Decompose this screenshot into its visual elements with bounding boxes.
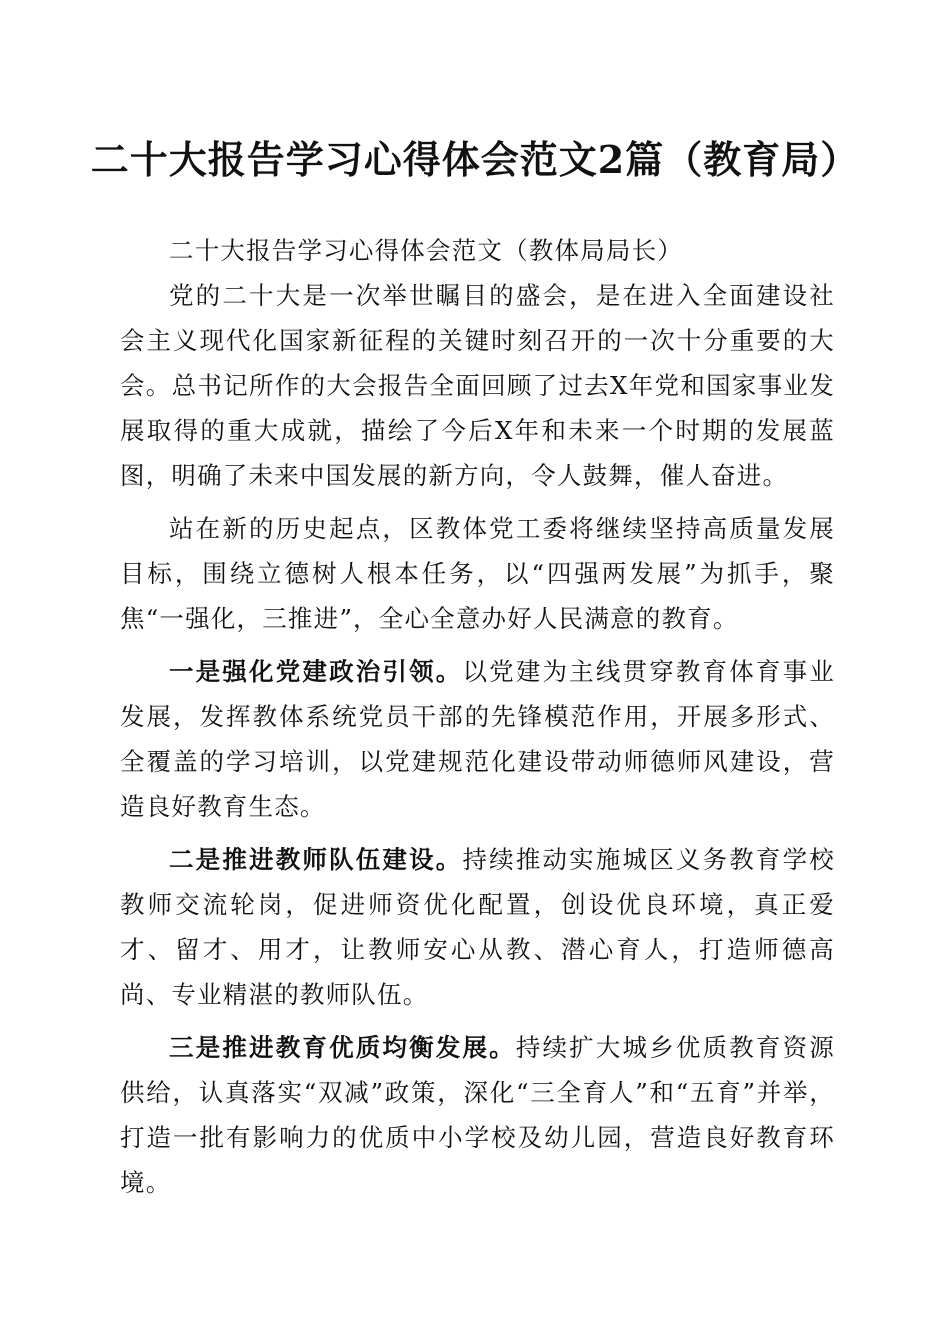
paragraph-text: 持续扩大城乡优质教育资源供给，认真落实“双减”政策，深化“三全育人”和“五育”并举，打造一批有影响力的优质中小学校及幼儿园，营造良好教育环境。 xyxy=(120,1033,835,1197)
document-body xyxy=(120,228,835,1205)
paragraph-text: 以党建为主线贯穿教育体育事业发展，发挥教体系统党员干部的先锋模范作用，开展多形式、全覆盖的学习培训，以党建规范化建设带动师德师风建设，营造良好教育生态。 xyxy=(120,657,835,821)
paragraph-goal xyxy=(120,506,835,641)
paragraph-point-3 xyxy=(120,1025,835,1205)
paragraph-point-2 xyxy=(120,837,835,1017)
paragraph-text: 党的二十大是一次举世瞩目的盛会，是在进入全面建设社会主义现代化国家新征程的关键时刻召开的一次十分重要的大会。总书记所作的大会报告全面回顾了过去X年党和国家事业发展取得的重大成就，描绘了今后X年和未来一个时期的发展蓝图，明确了未来中国发展的新方向，令人鼓舞，催人奋进。 xyxy=(120,281,835,490)
paragraph-lead: 二是推进教师队伍建设。 xyxy=(169,845,463,874)
document-title: 二十大报告学习心得体会范文2篇（教育局） xyxy=(90,137,860,182)
paragraph-text: 持续推动实施城区义务教育学校教师交流轮岗，促进师资优化配置，创设优良环境，真正爱才、留才、用才，让教师安心从教、潜心育人，打造师德高尚、专业精湛的教师队伍。 xyxy=(120,845,835,1009)
paragraph-point-1 xyxy=(120,649,835,829)
paragraph-lead: 三是推进教育优质均衡发展。 xyxy=(169,1033,516,1062)
paragraph-lead: 一是强化党建政治引领。 xyxy=(169,657,463,686)
paragraph-intro xyxy=(120,273,835,498)
paragraph-text: 站在新的历史起点，区教体党工委将继续坚持高质量发展目标，围绕立德树人根本任务，以“四强两发展”为抓手，聚焦“一强化，三推进”，全心全意办好人民满意的教育。 xyxy=(120,514,835,633)
subtitle-paragraph: 二十大报告学习心得体会范文（教体局局长） xyxy=(169,236,683,265)
